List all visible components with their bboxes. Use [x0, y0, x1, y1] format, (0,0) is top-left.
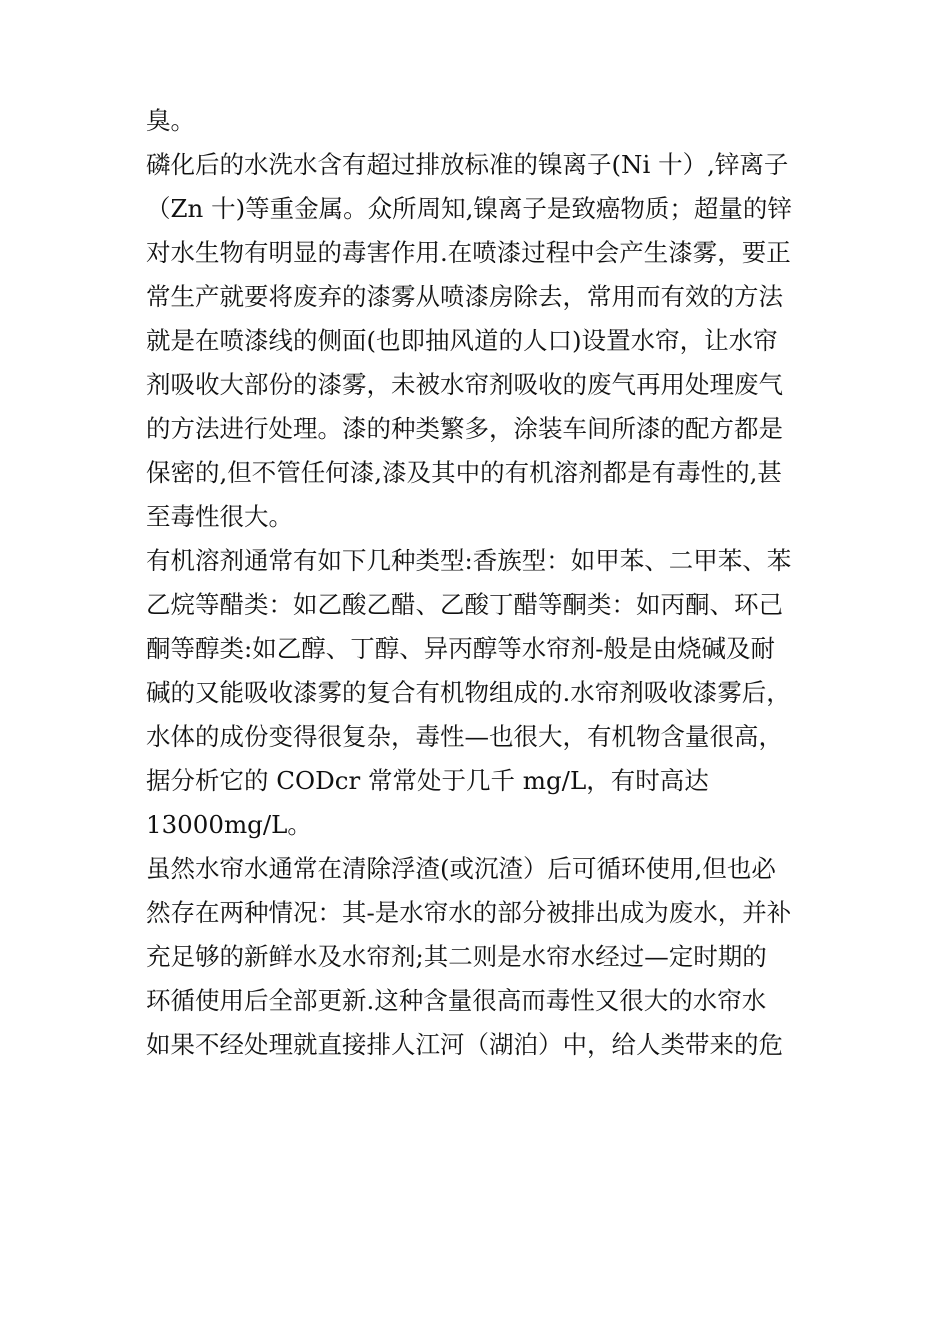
text-line: 的方法进行处理。漆的种类繁多，涂装车间所漆的配方都是: [146, 414, 783, 443]
text-line: 虽然水帘水通常在清除浮渣(或沉渣）后可循环使用,但也必: [146, 854, 776, 883]
text-line: 13000mg/L。: [146, 810, 312, 839]
text-line: 常生产就要将废弃的漆雾从喷漆房除去，常用而有效的方法: [146, 282, 783, 311]
text-line: 磷化后的水洗水含有超过排放标准的镍离子(Ni 十）,锌离子: [146, 150, 789, 179]
body-text: [146, 99, 826, 1067]
text-line: 环循使用后全部更新.这种含量很高而毒性又很大的水帘水: [146, 986, 767, 1015]
text-line: 水体的成份变得很复杂，毒性—也很大，有机物含量很高，: [146, 722, 783, 751]
text-line: （Zn 十)等重金属。众所周知,镍离子是致癌物质；超量的锌: [146, 194, 792, 223]
text-line: 据分析它的 CODcr 常常处于几千 mg/L，有时高达: [146, 766, 709, 795]
text-line: 就是在喷漆线的侧面(也即抽风道的人口)设置水帘，让水帘: [146, 326, 778, 355]
text-line: 有机溶剂通常有如下几种类型:香族型：如甲苯、二甲苯、苯: [146, 546, 792, 575]
text-line: 充足够的新鲜水及水帘剂;其二则是水帘水经过—定时期的: [146, 942, 767, 971]
text-line: 臭。: [146, 106, 195, 135]
text-line: 如果不经处理就直接排人江河（湖泊）中，给人类带来的危: [146, 1030, 783, 1059]
text-line: 乙烷等醋类：如乙酸乙醋、乙酸丁醋等酮类：如丙酮、环己: [146, 590, 783, 619]
text-line: 碱的又能吸收漆雾的复合有机物组成的.水帘剂吸收漆雾后，: [146, 678, 791, 707]
text-line: 至毒性很大。: [146, 502, 293, 531]
text-line: 剂吸收大部份的漆雾，未被水帘剂吸收的废气再用处理废气: [146, 370, 783, 399]
text-line: 保密的,但不管任何漆,漆及其中的有机溶剂都是有毒性的,甚: [146, 458, 782, 487]
text-line: 酮等醇类:如乙醇、丁醇、异丙醇等水帘剂-般是由烧碱及耐: [146, 634, 776, 663]
text-line: 然存在两种情况：其-是水帘水的部分被排出成为废水，并补: [146, 898, 792, 927]
text-line: 对水生物有明显的毒害作用.在喷漆过程中会产生漆雾，要正: [146, 238, 791, 267]
